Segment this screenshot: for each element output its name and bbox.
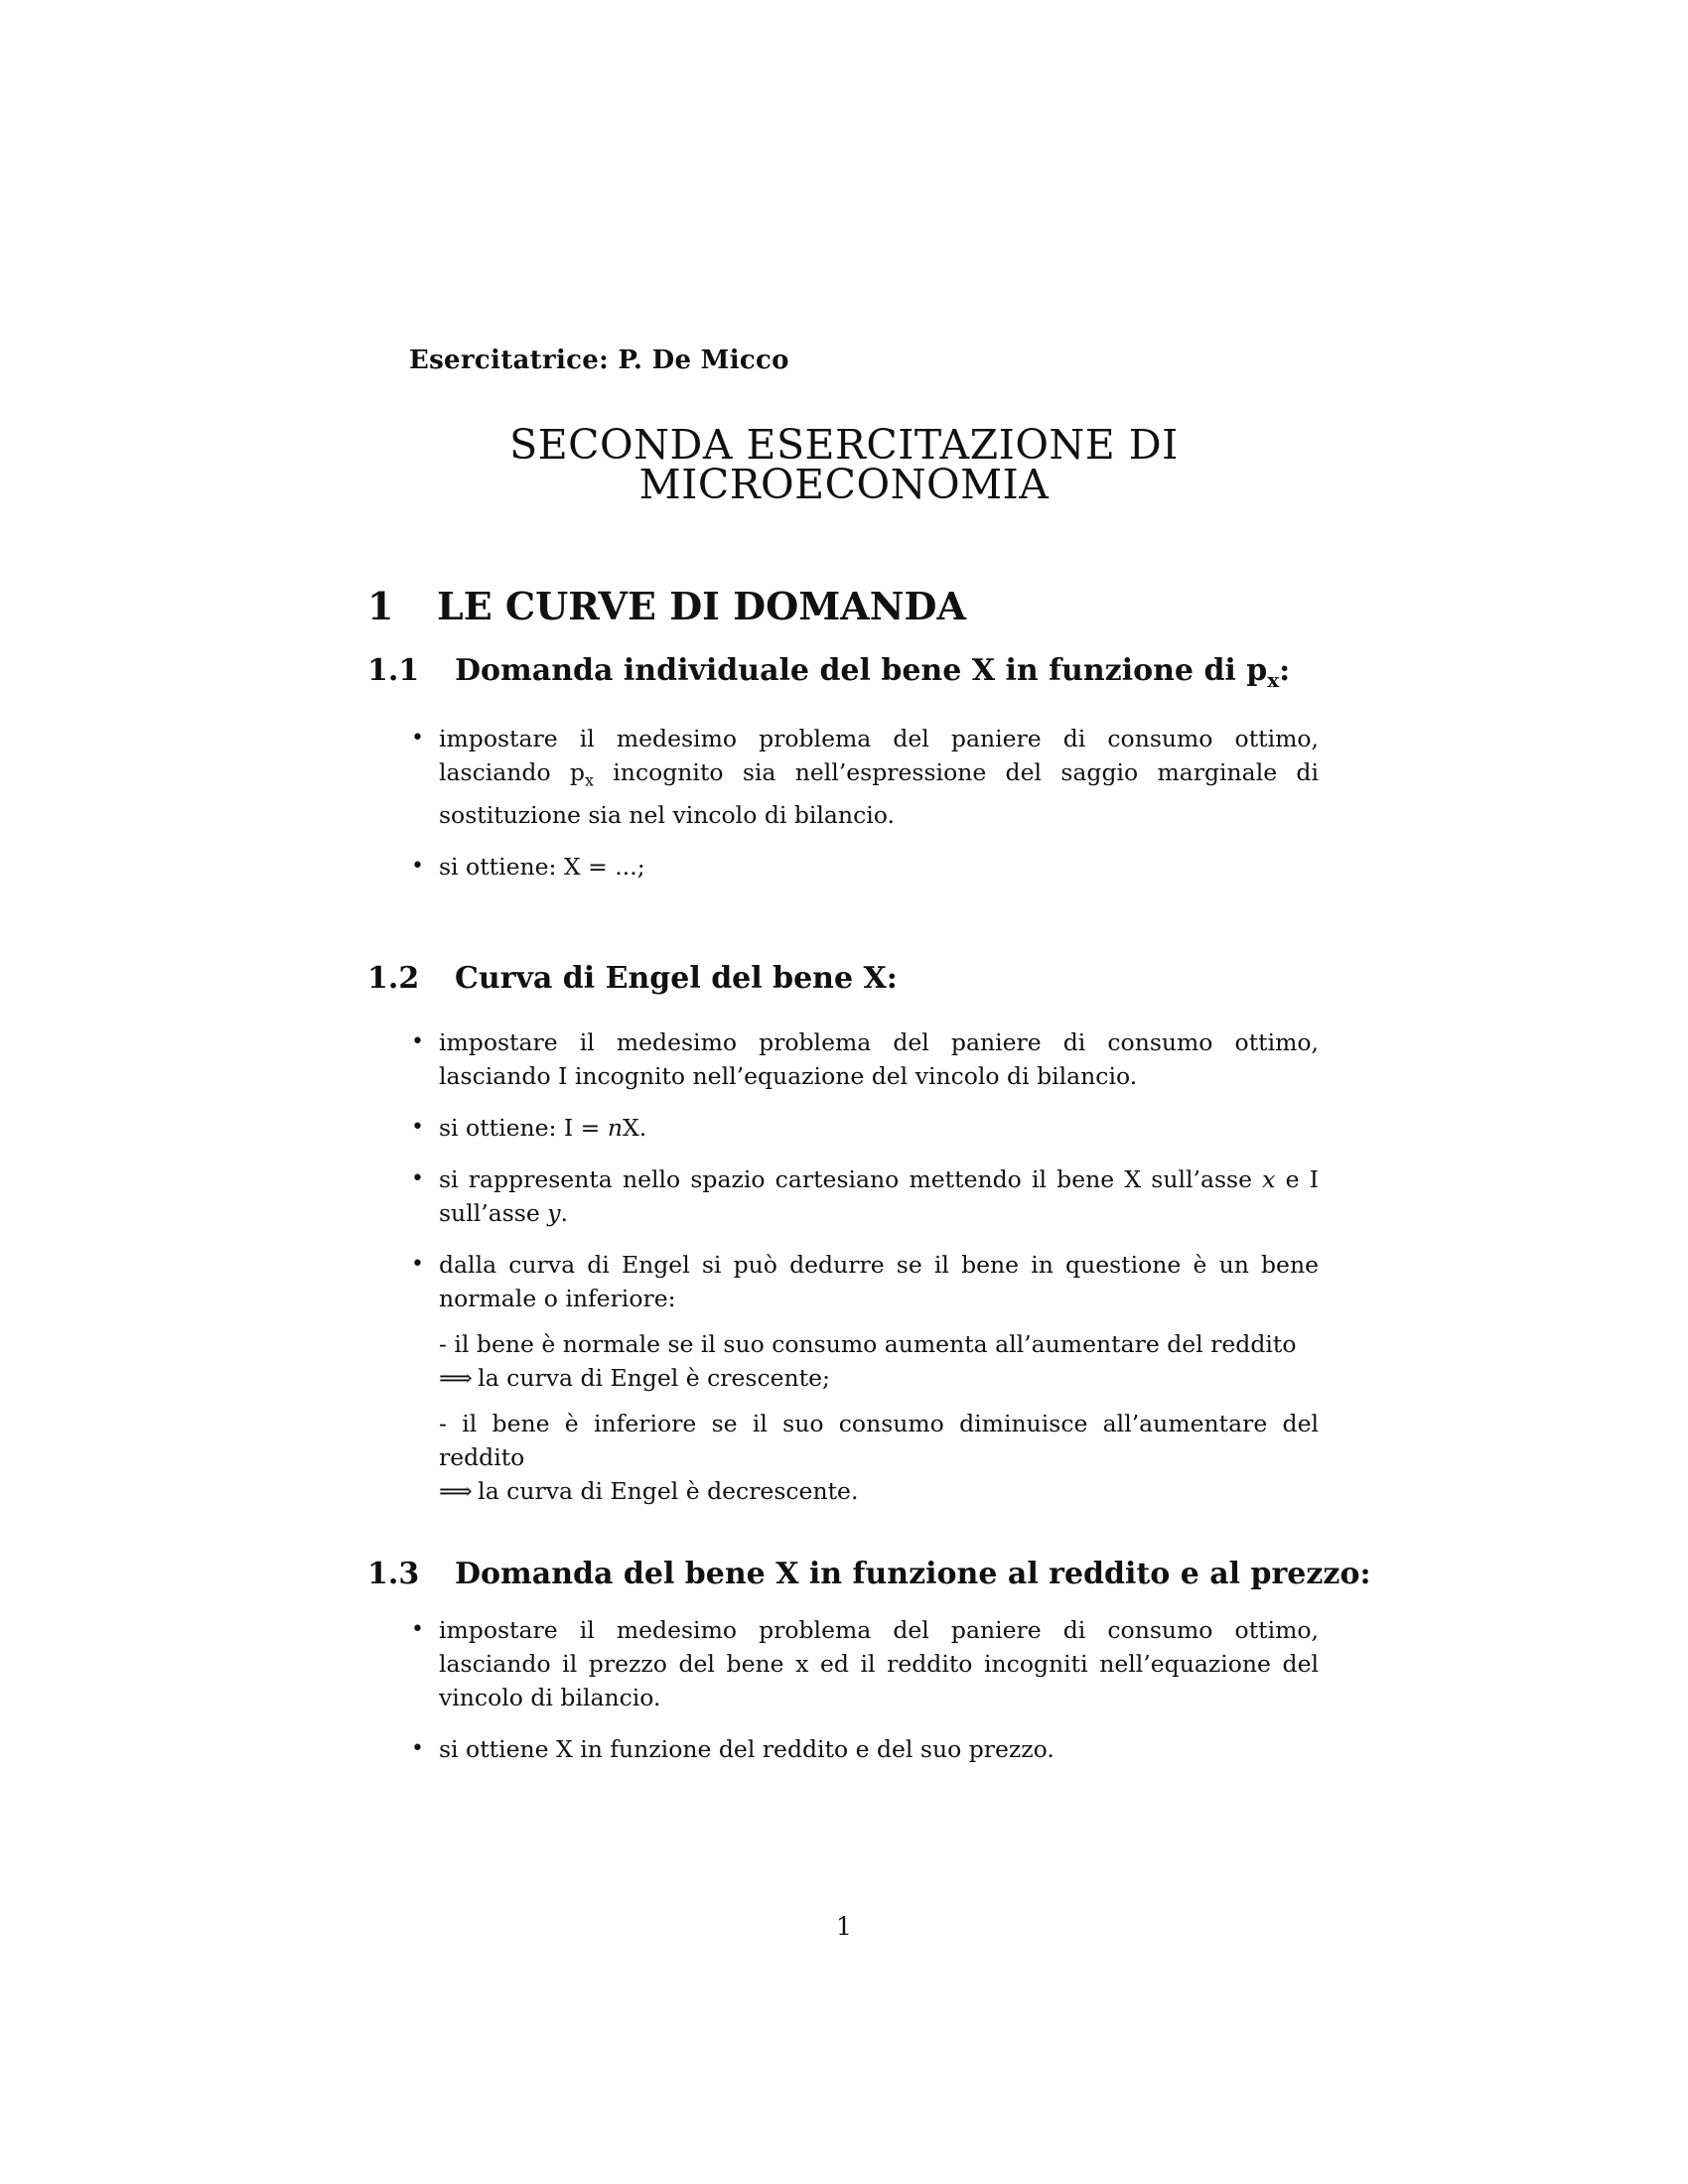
subsection-number: 1.3: [367, 1557, 420, 1591]
list-item-text: si ottiene: X = ...;: [439, 852, 645, 881]
document-title-line-2: MICROECONOMIA: [638, 461, 1050, 508]
implies-arrow-icon: ⟹: [439, 1364, 471, 1392]
subsection-1-2: [367, 961, 1331, 1508]
bullet-icon: •: [411, 1166, 424, 1191]
list-item-text-cont: incognito sia nell’espressione del saggio marginale di sostituzione sia nel vincolo di bilancio.: [439, 758, 1319, 829]
subsection-number: 1.2: [367, 961, 420, 996]
list-item-text: impostare il medesimo problema del paniere di consumo ottimo, lasciando I incognito nell’equazione del vincolo di bilancio.: [439, 1028, 1319, 1090]
document-title: [357, 421, 1331, 508]
list-item-text: dalla curva di Engel si può dedurre se il bene in questione è un bene normale o inferiore:: [439, 1251, 1319, 1312]
bullet-icon: •: [411, 1252, 424, 1277]
list-item-text: si ottiene: I =: [439, 1114, 608, 1142]
list-item-variable-y: y: [547, 1199, 561, 1227]
list-item-variable-x: x: [1262, 1165, 1276, 1193]
sub-item-inferior: [439, 1407, 1319, 1508]
subsection-heading: [367, 1557, 1371, 1591]
list-item-text-cont: X.: [623, 1114, 647, 1142]
subsection-title: Domanda individuale del bene X in funzione di p: [455, 653, 1268, 688]
list-item-text-end: .: [560, 1199, 568, 1227]
subsection-title: Domanda del bene X in funzione al reddito e al prezzo:: [455, 1557, 1371, 1591]
sub-item-conclusion: la curva di Engel è crescente;: [470, 1364, 830, 1392]
section-heading: [367, 584, 966, 628]
bullet-icon: •: [411, 1115, 424, 1140]
sub-item-conclusion: la curva di Engel è decrescente.: [470, 1477, 859, 1505]
subsection-1-1: [367, 653, 1331, 884]
subsection-number: 1.1: [367, 653, 420, 688]
section-number: 1: [367, 584, 394, 628]
list-item: [411, 1025, 1319, 1093]
subsection-title: Curva di Engel del bene X:: [455, 961, 898, 996]
subsection-title-colon: :: [1279, 653, 1291, 688]
section-title: LE CURVE DI DOMANDA: [437, 584, 966, 628]
list-item: [411, 1111, 1319, 1145]
bullet-list: [367, 722, 1331, 884]
sub-item-text: - il bene è normale se il suo consumo aumenta all’aumentare del reddito: [439, 1330, 1297, 1358]
bullet-list: [367, 1025, 1331, 1508]
author-line: Esercitatrice: P. De Micco: [409, 345, 789, 375]
subsection-1-3: [367, 1557, 1371, 1766]
document-title-line-1: SECONDA ESERCITAZIONE DI: [509, 421, 1179, 469]
bullet-icon: •: [411, 726, 424, 751]
list-item-variable: n: [607, 1114, 623, 1142]
bullet-icon: •: [411, 1617, 424, 1642]
list-item: [411, 1613, 1319, 1714]
bullet-icon: •: [411, 1029, 424, 1054]
list-item-text: si rappresenta nello spazio cartesiano mettendo il bene X sull’asse: [439, 1165, 1263, 1193]
sub-item-normal: [439, 1327, 1319, 1395]
subsection-heading: [367, 653, 1331, 692]
list-item-text: si ottiene X in funzione del reddito e del suo prezzo.: [439, 1735, 1055, 1763]
list-item: [411, 850, 1319, 884]
bullet-list: [367, 1613, 1331, 1766]
list-item-text: impostare il medesimo problema del paniere di consumo ottimo, lasciando il prezzo del bene x ed il reddito incogniti nell’equazione del vincolo di bilancio.: [439, 1616, 1319, 1711]
list-item-text: impostare il medesimo problema del paniere di consumo ottimo, lasciando p: [439, 725, 1319, 786]
list-item-subscript: x: [584, 770, 594, 790]
subsection-title-subscript: x: [1267, 668, 1280, 692]
bullet-icon: •: [411, 853, 424, 879]
list-item: [411, 722, 1319, 832]
list-item: [411, 1732, 1319, 1766]
list-item: [411, 1162, 1319, 1230]
list-item: [411, 1248, 1319, 1508]
implies-arrow-icon: ⟹: [439, 1477, 471, 1505]
sub-item-text: - il bene è inferiore se il suo consumo diminuisce all’aumentare del reddito: [439, 1410, 1319, 1471]
bullet-icon: •: [411, 1736, 424, 1761]
subsection-heading: [367, 961, 1331, 996]
list-item-text-cont: e I sull’asse: [439, 1165, 1319, 1227]
page-number: 1: [836, 1912, 852, 1941]
